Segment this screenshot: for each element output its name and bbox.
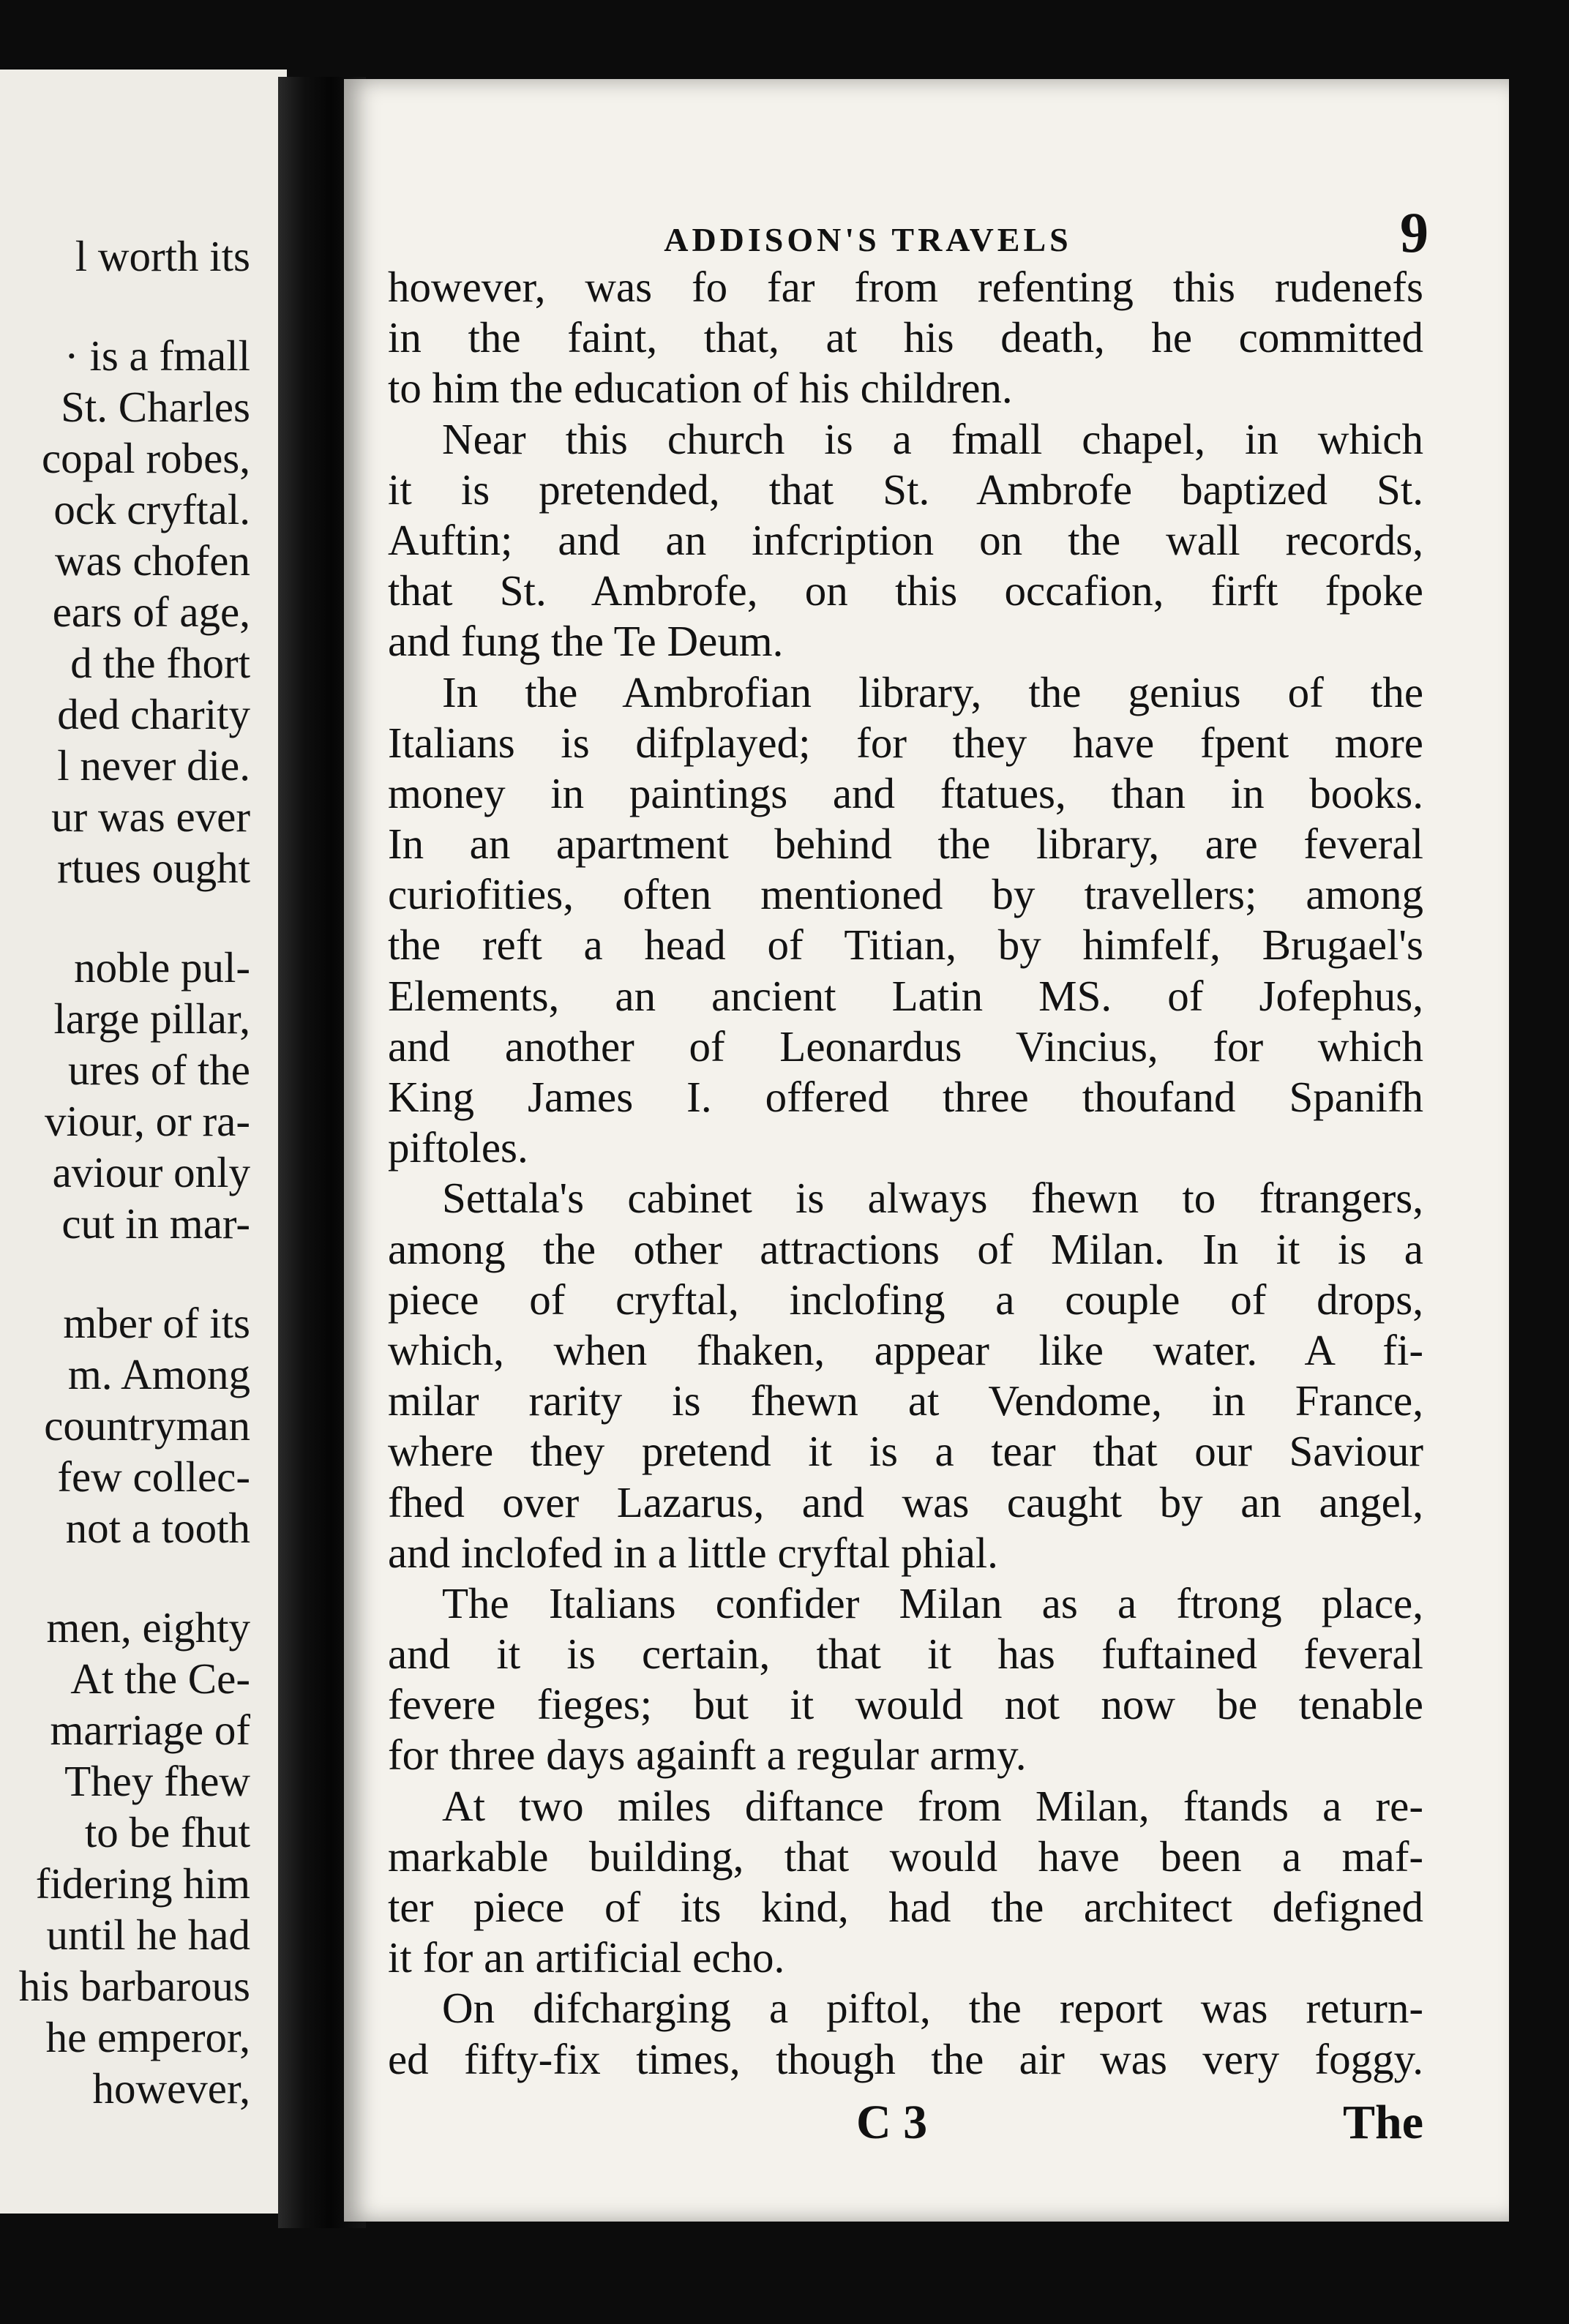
text-line: piece of cryftal, inclofing a couple of drops, — [388, 1275, 1423, 1324]
facing-page-fragment — [0, 70, 287, 2214]
text-line: In an apartment behind the library, are feveral — [388, 820, 1423, 869]
text-line: and it is certain, that it has fuftained feveral — [388, 1630, 1423, 1679]
facing-page-line: d the fhort — [70, 639, 250, 687]
text-line: Auftin; and an infcription on the wall records, — [388, 515, 1423, 564]
catchword: The — [1342, 2096, 1423, 2149]
text-line: to him the education of his children. — [388, 364, 1013, 413]
running-head: ADDISON'S TRAVELS — [664, 221, 1072, 258]
facing-page-line: m. Among — [67, 1350, 250, 1398]
facing-page-line: viour, or ra- — [44, 1097, 250, 1145]
facing-page-line: noble pul- — [74, 943, 250, 992]
facing-page-line: not a tooth — [65, 1504, 250, 1552]
facing-page-line: was chofen — [54, 536, 250, 585]
page-header — [388, 200, 1428, 266]
facing-page-line: rtues ought — [57, 844, 250, 892]
page-footer — [388, 2095, 1423, 2161]
text-line: piftoles. — [388, 1123, 528, 1172]
text-line: In the Ambrofian library, the genius of the — [442, 667, 1423, 716]
facing-page-line: however, — [92, 2064, 250, 2113]
line-gap — [19, 1553, 250, 1602]
text-line: and another of Leonardus Vincius, for which — [388, 1022, 1423, 1071]
body-text — [388, 262, 1423, 2085]
facing-page-line: l never die. — [57, 741, 250, 790]
text-line: milar rarity is fhewn at Vendome, in France, — [388, 1376, 1423, 1425]
text-line: fhed over Lazarus, and was caught by an angel, — [388, 1477, 1423, 1526]
facing-page-line: ur was ever — [51, 792, 250, 841]
text-line: it for an artificial echo. — [388, 1933, 785, 1982]
signature-mark: C 3 — [856, 2096, 928, 2149]
text-line: that St. Ambrofe, on this occafion, firft fpoke — [388, 566, 1423, 615]
facing-page-line: ures of the — [67, 1046, 250, 1094]
facing-page-line: large pillar, — [53, 994, 250, 1043]
text-line: the reft a head of Titian, by himfelf, Brugael's — [388, 921, 1423, 970]
facing-page-line: They fhew — [64, 1757, 250, 1805]
text-line: for three days againft a regular army. — [388, 1731, 1027, 1780]
facing-page-line: his barbarous — [18, 1962, 250, 2010]
facing-page-line: he emperor, — [45, 2013, 250, 2061]
text-line: Italians is difplayed; for they have fpent more — [388, 718, 1423, 767]
facing-page-line: · is a fmall — [64, 331, 250, 380]
text-line: in the faint, that, at his death, he committed — [388, 313, 1423, 362]
facing-page-line: copal robes, — [41, 434, 250, 482]
text-line: The Italians confider Milan as a ftrong place, — [442, 1578, 1423, 1627]
text-line: King James I. offered three thoufand Spanifh — [388, 1073, 1423, 1121]
text-line: money in paintings and ftatues, than in books. — [388, 768, 1423, 817]
facing-page-line: marriage of — [50, 1706, 250, 1754]
facing-page-line: St. Charles — [61, 383, 250, 431]
facing-page-line: l worth its — [75, 232, 250, 280]
text-line: it is pretended, that St. Ambrofe baptized St. — [388, 465, 1423, 514]
line-gap — [19, 893, 250, 942]
text-line: Near this church is a fmall chapel, in which — [442, 414, 1423, 463]
facing-page-line: At the Ce- — [70, 1654, 250, 1703]
text-line: where they pretend it is a tear that our Saviour — [388, 1427, 1423, 1476]
text-line: which, when fhaken, appear like water. A fi- — [388, 1325, 1423, 1374]
text-line: ed fifty-fix times, though the air was very foggy. — [388, 2034, 1423, 2083]
text-line: fevere fieges; but it would not now be tenable — [388, 1680, 1423, 1729]
facing-page-line: cut in mar- — [61, 1199, 250, 1248]
facing-page-line: fidering him — [35, 1859, 250, 1908]
facing-page-line: ded charity — [57, 690, 250, 738]
text-line: At two miles diftance from Milan, ftands a re- — [442, 1781, 1423, 1830]
text-line: and inclofed in a little cryftal phial. — [388, 1528, 998, 1577]
book-page — [344, 79, 1509, 2222]
text-line: among the other attractions of Milan. In it is a — [388, 1224, 1423, 1273]
line-gap — [19, 1249, 250, 1297]
facing-page-line: mber of its — [63, 1299, 250, 1347]
facing-page-line: countryman — [44, 1401, 250, 1450]
facing-page-line: aviour only — [52, 1148, 250, 1196]
facing-page-line: few collec- — [57, 1452, 250, 1501]
text-line: markable building, that would have been a maf- — [388, 1832, 1423, 1881]
text-line: ter piece of its kind, had the architect defigned — [388, 1883, 1423, 1931]
text-line: and fung the Te Deum. — [388, 617, 784, 666]
facing-page-line: until he had — [46, 1911, 250, 1959]
text-line: however, was fo far from refenting this rudenefs — [388, 263, 1423, 311]
facing-page-lines — [19, 230, 250, 2114]
text-line: curiofities, often mentioned by travellers; among — [388, 870, 1423, 919]
line-gap — [19, 282, 250, 330]
text-line: Settala's cabinet is always fhewn to ftrangers, — [442, 1174, 1423, 1223]
facing-page-line: men, eighty — [46, 1603, 250, 1652]
text-line: On difcharging a piftol, the report was return- — [442, 1984, 1423, 2033]
facing-page-line: ock cryftal. — [53, 485, 250, 533]
facing-page-line: ears of age, — [52, 588, 250, 636]
text-line: Elements, an ancient Latin MS. of Jofephus, — [388, 971, 1423, 1020]
facing-page-line: to be fhut — [84, 1808, 250, 1856]
page-number: 9 — [1400, 200, 1428, 264]
